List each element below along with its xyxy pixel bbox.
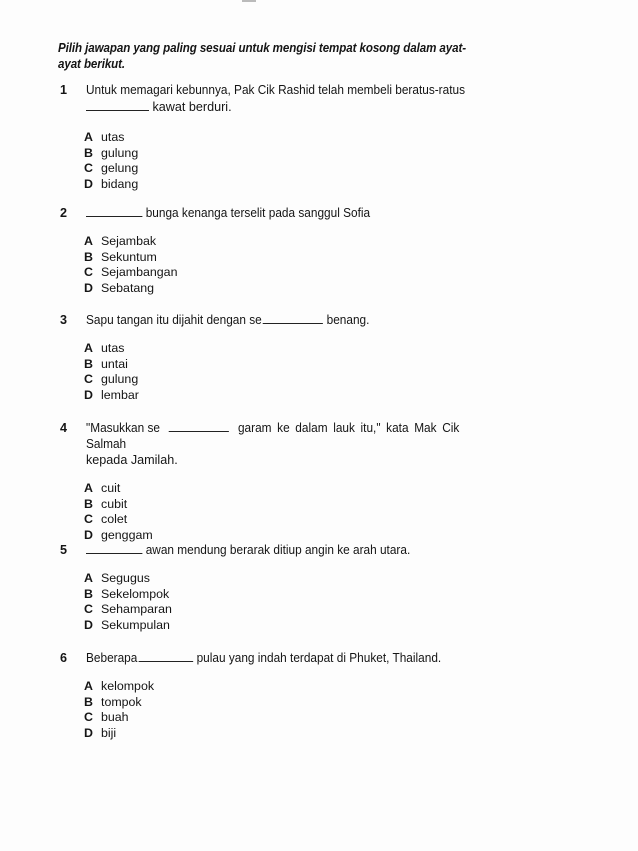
question-text-continued: garam ke dalam lauk itu," kata Mak Cik Salmah <box>86 421 460 451</box>
option-c: C gelung <box>84 161 139 176</box>
question-6 <box>60 650 520 741</box>
question-5 <box>60 542 520 633</box>
option-c: C gulung <box>84 372 139 387</box>
answer-blank <box>86 205 142 217</box>
answer-blank <box>86 542 142 554</box>
question-text-line2: kepada Jamilah. <box>86 453 178 467</box>
question-number: 5 <box>60 543 68 557</box>
option-d: D lembar <box>84 387 139 402</box>
option-c: C Sejambangan <box>84 265 178 280</box>
question-text-continued: benang. <box>326 313 370 327</box>
question-4 <box>60 420 520 543</box>
option-c: C Sehamparan <box>84 602 172 617</box>
option-d: D Sekumpulan <box>84 617 170 632</box>
question-2 <box>60 205 520 296</box>
question-text-continued: kawat berduri. <box>152 100 232 114</box>
question-text: "Masukkan se <box>86 421 160 435</box>
question-number: 3 <box>60 313 68 327</box>
option-d: D biji <box>84 725 117 740</box>
question-text: Sapu tangan itu dijahit dengan se <box>86 313 262 327</box>
option-b: B Sekuntum <box>84 249 157 264</box>
option-a: A kelompok <box>84 679 155 693</box>
option-a: A Segugus <box>84 571 150 585</box>
option-b: B Sekelompok <box>84 586 170 601</box>
scan-mark <box>242 0 256 2</box>
question-text: bunga kenanga terselit pada sanggul Sofia <box>145 206 371 220</box>
question-text-continued: pulau yang indah terdapat di Phuket, Thailand. <box>196 651 442 665</box>
option-c: C colet <box>84 512 128 527</box>
question-text: Beberapa <box>86 651 138 665</box>
question-3 <box>60 312 520 403</box>
option-a: A utas <box>84 341 125 355</box>
question-text: awan mendung berarak ditiup angin ke arah utara. <box>145 543 411 557</box>
option-d: D genggam <box>84 527 153 542</box>
question-number: 2 <box>60 206 68 220</box>
option-b: B untai <box>84 356 128 371</box>
option-b: B cubit <box>84 496 128 511</box>
option-b: B gulung <box>84 145 139 160</box>
option-a: A cuit <box>84 481 121 495</box>
option-d: D bidang <box>84 176 139 191</box>
option-a: A Sejambak <box>84 234 157 248</box>
answer-blank <box>86 99 149 111</box>
option-a: A utas <box>84 130 125 144</box>
question-1 <box>60 82 520 192</box>
answer-blank <box>138 650 193 662</box>
option-d: D Sebatang <box>84 280 155 295</box>
question-number: 1 <box>60 83 68 97</box>
answer-blank <box>169 420 229 432</box>
question-text: Untuk memagari kebunnya, Pak Cik Rashid telah membeli beratus-ratus <box>86 83 465 97</box>
question-number: 4 <box>60 421 68 435</box>
instruction-text: Pilih jawapan yang paling sesuai untuk mengisi tempat kosong dalam ayat-ayat berikut. <box>58 41 467 71</box>
answer-blank <box>263 312 323 324</box>
option-c: C buah <box>84 710 129 725</box>
question-number: 6 <box>60 651 68 665</box>
option-b: B tompok <box>84 694 142 709</box>
